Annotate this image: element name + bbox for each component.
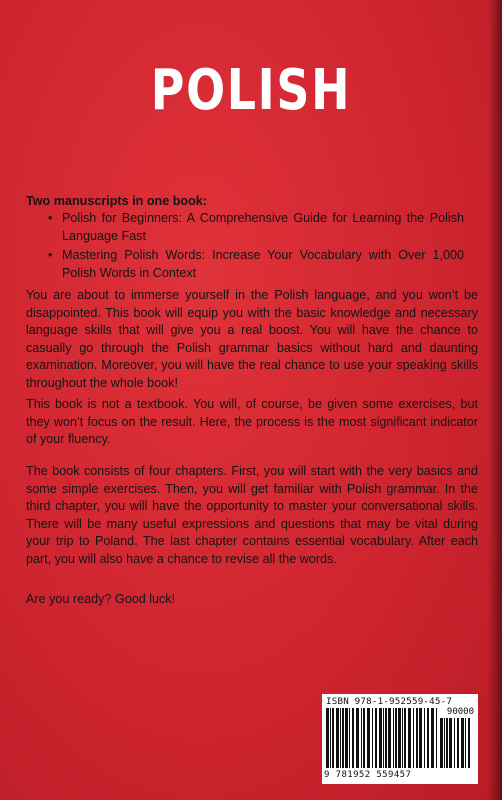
barcode-bar xyxy=(379,708,382,768)
barcode-bar xyxy=(356,708,359,768)
barcode-bar xyxy=(385,708,387,768)
barcode-bar xyxy=(446,718,448,768)
ean-barcode-bars xyxy=(326,708,438,768)
barcode-bar xyxy=(336,708,339,768)
addon-barcode-bars xyxy=(440,718,474,768)
barcode-bar xyxy=(372,708,373,768)
barcode-bar xyxy=(431,708,434,768)
barcode-bar xyxy=(342,708,344,768)
barcode-bar xyxy=(375,708,377,768)
barcode-bar xyxy=(416,708,418,768)
barcode-bar xyxy=(468,718,470,768)
barcode-bar xyxy=(367,708,370,768)
barcode-bar xyxy=(461,718,464,768)
manuscripts-list xyxy=(48,210,464,284)
barcode-bar xyxy=(326,708,329,768)
barcode-bar xyxy=(408,708,411,768)
barcode-bar xyxy=(349,708,350,768)
barcode-bar xyxy=(404,708,406,768)
manuscript-item: • Mastering Polish Words: Increase Your Vocabulary with Over 1,000 Polish Words in Context xyxy=(48,247,464,282)
barcode-bar xyxy=(395,708,397,768)
isbn-barcode xyxy=(322,694,478,784)
barcode-bar xyxy=(436,708,437,768)
barcode-bar xyxy=(332,708,334,768)
barcode-bar xyxy=(345,708,348,768)
barcode-bar xyxy=(449,718,452,768)
barcode-bar xyxy=(352,708,354,768)
description-paragraph: The book consists of four chapters. First, you will start with the very basics and some simple exercises. Then, you will get familiar with Polish grammar. In the third chapter, you will have the opportunity to master your conversational skills. There will be many useful expressions and questions that may be vital during your trip to Poland. The last chapter contains essential vocabulary. After each part, you will also have a chance to revise all the words. xyxy=(26,464,478,566)
barcode-bar xyxy=(424,708,425,768)
barcode-bar xyxy=(363,708,365,768)
barcode-bar xyxy=(393,708,394,768)
barcode-bar xyxy=(419,708,422,768)
isbn-label: ISBN 978-1-952559-45-7 xyxy=(326,696,453,707)
barcode-bar xyxy=(457,718,459,768)
book-title: POLISH xyxy=(150,58,352,123)
barcode-bar xyxy=(340,708,341,768)
barcode-bar xyxy=(398,708,401,768)
cover-edge-shadow xyxy=(488,0,502,800)
closing-line: Are you ready? Good luck! xyxy=(26,592,176,606)
barcode-bar xyxy=(361,708,362,768)
ean-digits: 9 781952 559457 xyxy=(324,770,412,780)
description-paragraph: This book is not a textbook. You will, of course, be given some exercises, but they won’t focus on the result. Here, the process is the most significant indicator of your fluency. xyxy=(26,397,478,447)
description-paragraph: You are about to immerse yourself in the Polish language, and you won’t be disappointed. This book will equip you with the basic knowledge and necessary language skills that will give you a real boost. You will have the chance to casually go through the Polish grammar basics without hard and daunting examination. Moreover, you will have the real chance to use your speaking skills throughout the whole book! xyxy=(26,288,478,390)
barcode-bar xyxy=(444,718,445,768)
barcode-bar xyxy=(383,708,384,768)
barcode-bar xyxy=(454,718,455,768)
barcode-bar xyxy=(465,718,466,768)
barcode-bar xyxy=(413,708,414,768)
barcode-bar xyxy=(330,708,331,768)
barcode-bar xyxy=(427,708,429,768)
barcode-bar xyxy=(402,708,403,768)
manuscript-item: • Polish for Beginners: A Comprehensive Guide for Learning the Polish Language Fast xyxy=(48,210,464,245)
barcode-bar xyxy=(440,718,443,768)
barcode-bar xyxy=(388,708,391,768)
manuscripts-heading: Two manuscripts in one book: xyxy=(26,194,207,208)
price-code: 90000 xyxy=(446,707,474,717)
